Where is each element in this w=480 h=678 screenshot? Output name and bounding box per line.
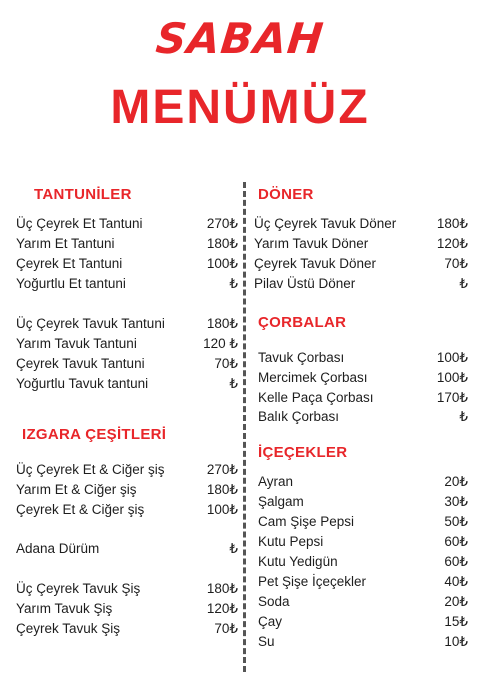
item-price: ₺ (229, 276, 238, 291)
item-name: Adana Dürüm (16, 541, 100, 556)
menu-item (258, 532, 468, 552)
menu-item (16, 354, 238, 374)
item-name: Kutu Pepsi (258, 534, 324, 549)
item-name: Kelle Paça Çorbası (258, 390, 374, 405)
item-price: 60₺ (444, 534, 468, 549)
menu-item (16, 254, 238, 274)
menu-item (258, 612, 468, 632)
item-name: Tavuk Çorbası (258, 350, 345, 365)
menu-item (16, 374, 238, 394)
item-name: Üç Çeyrek Tavuk Şiş (16, 581, 141, 596)
menu-item (16, 334, 238, 354)
item-price: 70₺ (214, 356, 238, 371)
menu-item (16, 214, 238, 234)
item-price: ₺ (229, 541, 238, 556)
item-price: 100₺ (206, 256, 238, 271)
item-price: 120₺ (436, 236, 468, 251)
item-price: 100₺ (436, 370, 468, 385)
menu-item (16, 579, 238, 599)
item-price: ₺ (459, 276, 468, 291)
item-price: 15₺ (444, 614, 468, 629)
section-title-icecekler: İÇEÇEKLER (258, 444, 348, 461)
item-price: ₺ (229, 376, 238, 391)
menu-item (258, 492, 468, 512)
menu-item (258, 388, 468, 408)
menu-item (16, 274, 238, 294)
menu-item (258, 512, 468, 532)
item-price: 120 ₺ (203, 336, 238, 351)
menu-item (258, 407, 468, 427)
item-price: 170₺ (436, 390, 468, 405)
item-price: 180₺ (206, 482, 238, 497)
menu-item (16, 599, 238, 619)
menu-item (16, 539, 238, 559)
menu-item (258, 348, 468, 368)
section-title-izgara: IZGARA ÇEŞİTLERİ (22, 426, 167, 443)
item-name: Soda (258, 594, 290, 609)
item-price: 180₺ (206, 316, 238, 331)
menu-item (16, 460, 238, 480)
item-name: Cam Şişe Pepsi (258, 514, 355, 529)
item-name: Çeyrek Tavuk Döner (254, 256, 377, 271)
item-price: 180₺ (206, 581, 238, 596)
item-name: Pilav Üstü Döner (254, 276, 356, 291)
item-name: Üç Çeyrek Tavuk Döner (254, 216, 397, 231)
item-price: 20₺ (444, 594, 468, 609)
item-price: 100₺ (206, 502, 238, 517)
item-name: Yarım Et Tantuni (16, 236, 115, 251)
menu-item (254, 254, 468, 274)
item-price: 270₺ (206, 462, 238, 477)
item-name: Çeyrek Tavuk Şiş (16, 621, 121, 636)
item-name: Yarım Tavuk Şiş (16, 601, 113, 616)
item-name: Çeyrek Et & Ciğer şiş (16, 502, 145, 517)
item-price: 70₺ (444, 256, 468, 271)
item-name: Çeyrek Tavuk Tantuni (16, 356, 145, 371)
item-price: 180₺ (206, 236, 238, 251)
item-price: 30₺ (444, 494, 468, 509)
item-name: Kutu Yedigün (258, 554, 338, 569)
item-name: Yoğurtlu Tavuk tantuni (16, 376, 149, 391)
menu-item (254, 274, 468, 294)
item-price: ₺ (459, 409, 468, 424)
item-price: 20₺ (444, 474, 468, 489)
item-name: Pet Şişe İçeçekler (258, 574, 367, 589)
restaurant-name: SABAH (153, 14, 327, 63)
item-name: Yarım Et & Ciğer şiş (16, 482, 137, 497)
menu-item (258, 572, 468, 592)
menu-item (258, 632, 468, 652)
menu-item (16, 500, 238, 520)
item-name: Üç Çeyrek Tavuk Tantuni (16, 316, 165, 331)
menu-item (258, 472, 468, 492)
item-name: Yarım Tavuk Tantuni (16, 336, 137, 351)
menu-item (16, 619, 238, 639)
section-title-tantuniler: TANTUNİLER (34, 186, 132, 203)
menu-title: MENÜMÜZ (110, 81, 370, 134)
menu-item (254, 234, 468, 254)
menu-item (258, 552, 468, 572)
item-name: Üç Çeyrek Et & Ciğer şiş (16, 462, 165, 477)
item-price: 180₺ (436, 216, 468, 231)
item-name: Mercimek Çorbası (258, 370, 368, 385)
item-name: Üç Çeyrek Et Tantuni (16, 216, 143, 231)
item-price: 120₺ (206, 601, 238, 616)
item-price: 60₺ (444, 554, 468, 569)
menu-item (258, 592, 468, 612)
item-name: Yoğurtlu Et tantuni (16, 276, 126, 291)
item-price: 100₺ (436, 350, 468, 365)
item-name: Yarım Tavuk Döner (254, 236, 369, 251)
section-title-corbalar: ÇORBALAR (258, 314, 347, 331)
item-price: 70₺ (214, 621, 238, 636)
menu-item (258, 368, 468, 388)
item-name: Çeyrek Et Tantuni (16, 256, 123, 271)
item-name: Balık Çorbası (258, 409, 340, 424)
menu-item (16, 480, 238, 500)
item-price: 40₺ (444, 574, 468, 589)
item-name: Çay (258, 614, 283, 629)
item-price: 270₺ (206, 216, 238, 231)
item-name: Ayran (258, 474, 294, 489)
item-price: 10₺ (444, 634, 468, 649)
item-name: Su (258, 634, 275, 649)
item-name: Şalgam (258, 494, 304, 509)
column-divider (243, 182, 246, 672)
menu-item (16, 234, 238, 254)
menu-item (254, 214, 468, 234)
menu-item (16, 314, 238, 334)
section-title-doner: DÖNER (258, 186, 314, 203)
item-price: 50₺ (444, 514, 468, 529)
